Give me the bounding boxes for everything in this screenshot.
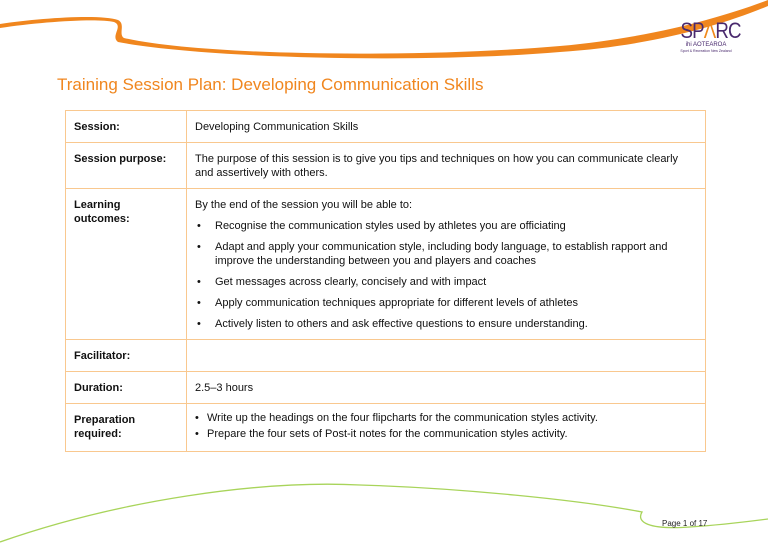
sparc-logo: SPΛRC ihi AOTEAROA Sport & Recreation New Zealand bbox=[680, 18, 741, 53]
bullet-icon: • bbox=[197, 241, 201, 253]
outcomes-list bbox=[195, 219, 697, 331]
page-number: Page 1 of 17 bbox=[662, 519, 708, 528]
list-item bbox=[195, 219, 697, 233]
list-item-text: Adapt and apply your communication style, including body language, to establish rapport and improve the understanding between you and players and coaches bbox=[215, 241, 668, 267]
list-item bbox=[195, 411, 697, 425]
preparation-list bbox=[195, 411, 697, 441]
preparation-label: Preparation required: bbox=[66, 404, 187, 452]
list-item-text: Recognise the communication styles used by athletes you are officiating bbox=[215, 220, 566, 232]
bullet-icon: • bbox=[197, 297, 201, 309]
bullet-icon: • bbox=[197, 318, 201, 330]
facilitator-label: Facilitator: bbox=[66, 340, 187, 372]
table-row-purpose bbox=[66, 143, 706, 189]
table-row-facilitator bbox=[66, 340, 706, 372]
list-item-text: Prepare the four sets of Post-it notes for the communication styles activity. bbox=[207, 428, 568, 440]
list-item bbox=[195, 275, 697, 289]
preparation-value bbox=[187, 404, 706, 452]
session-plan-table bbox=[65, 110, 706, 452]
facilitator-value bbox=[187, 340, 706, 372]
page-title: Training Session Plan: Developing Communication Skills bbox=[57, 75, 484, 94]
bullet-icon: • bbox=[197, 220, 201, 232]
session-value: Developing Communication Skills bbox=[187, 111, 706, 143]
table-row-outcomes bbox=[66, 189, 706, 340]
list-item bbox=[195, 317, 697, 331]
list-item bbox=[195, 427, 697, 441]
table-row-preparation bbox=[66, 404, 706, 452]
table-row-duration bbox=[66, 372, 706, 404]
purpose-label: Session purpose: bbox=[66, 143, 187, 189]
outcomes-intro: By the end of the session you will be able to: bbox=[195, 199, 413, 211]
list-item bbox=[195, 240, 697, 268]
list-item-text: Get messages across clearly, concisely and with impact bbox=[215, 276, 487, 288]
bullet-icon: • bbox=[195, 428, 199, 440]
duration-value: 2.5–3 hours bbox=[187, 372, 706, 404]
bullet-icon: • bbox=[197, 276, 201, 288]
duration-label: Duration: bbox=[66, 372, 187, 404]
header-swoosh bbox=[0, 0, 768, 60]
list-item-text: Apply communication techniques appropriate for different levels of athletes bbox=[215, 297, 579, 309]
list-item-text: Write up the headings on the four flipcharts for the communication styles activity. bbox=[207, 412, 598, 424]
table-row-session bbox=[66, 111, 706, 143]
list-item bbox=[195, 296, 697, 310]
outcomes-label: Learning outcomes: bbox=[66, 189, 187, 340]
bullet-icon: • bbox=[195, 412, 199, 424]
purpose-value: The purpose of this session is to give you tips and techniques on how you can communicate clearly and assertively with others. bbox=[187, 143, 706, 189]
session-label: Session: bbox=[66, 111, 187, 143]
outcomes-value bbox=[187, 189, 706, 340]
list-item-text: Actively listen to others and ask effective questions to ensure understanding. bbox=[215, 318, 588, 330]
